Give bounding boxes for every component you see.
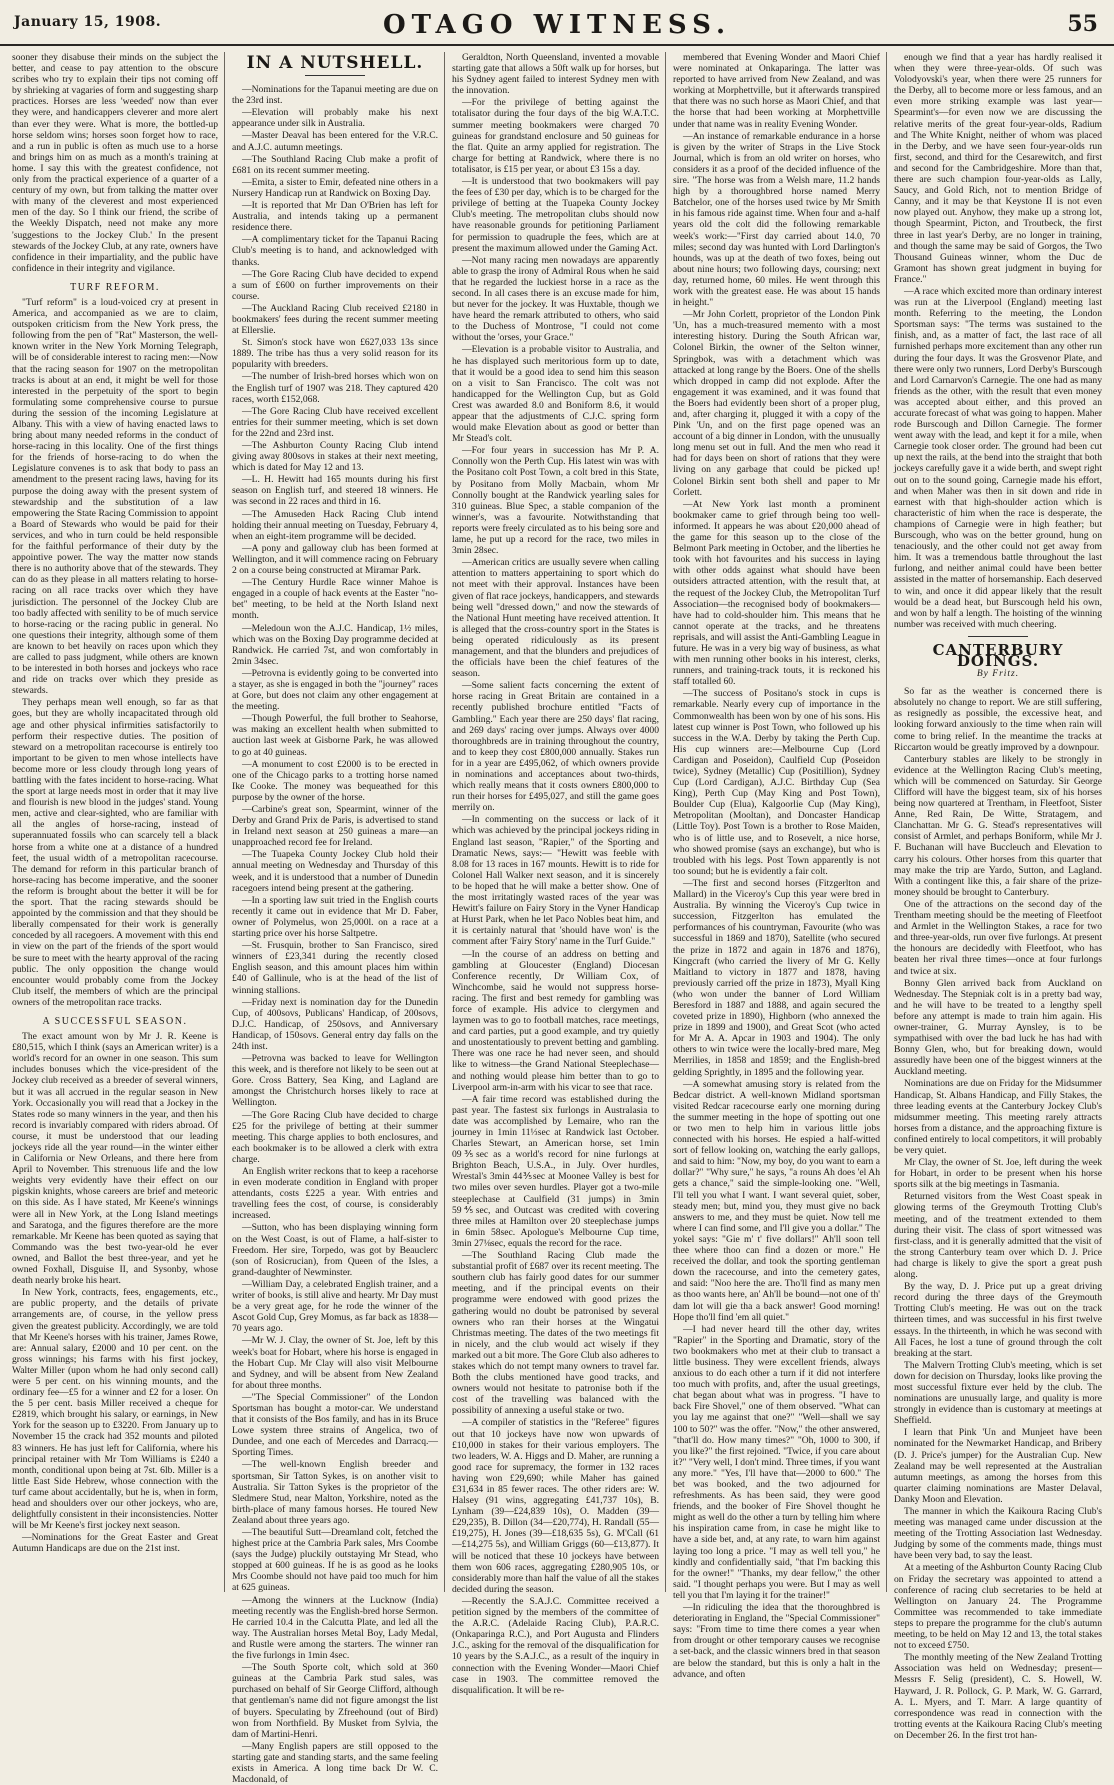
paragraph: So far as the weather is concerned there is absolutely no change to report. We are still suffering, as resignedly as possible, the excessive heat, and looking forward anxiously to the time when rain will come to bring relief. In the meantime the tracks at Riccarton would be greatly improved by a downpour. [894,686,1102,753]
heading-divider [305,75,365,76]
paragraph: —In ridiculing the idea that the thoroughbred is deteriorating in England, the "Special Commissioner" says: "From time to time there comes a year when from drought or other temporary causes we recognise a set-back, and the classic winners bred in that season are below the standard, but this is only a halt in the advance, and often [673,1602,880,1680]
section-heading-turf-reform: TURF REFORM. [70,281,160,293]
paragraph: —Recently the S.A.J.C. Committee received a petition signed by the members of the committee of the A.R.C. (Adelaide Racing Club), P.A.R.C. (Onkaparinga R.C.), and Port Augusta and Flinders J.C., asking for the removal of the disqualification for 10 years by the S.A.J.C., as a result of the inquiry in connection with the Evening Wonder—Maori Chief case in 1903. The committee removed the disqualification. It will be re- [452,1595,659,1696]
paragraph: The manner in which the Kaikoura Racing Club's meeting was managed came under discussion at the meeting of the Trotting Association last Wednesday. Judging by some of the comments made, things must have been very bad, to say the least. [894,1506,1102,1562]
paragraph: Nominations are due on Friday for the Midsummer Handicap, St. Albans Handicap, and Filly Stakes, the three leading events at the Canterbury Jockey Club's midsummer meeting. This meeting rarely attracts horses from a distance, and the approaching fixture is confined entirely to local competitors, it will probably be very quiet. [894,1078,1102,1156]
paragraph: They perhaps mean well enough, so far as that goes, but they are wholly incapacitated through old age and other physical infirmities satisfactorily to perform their respective duties. The position of steward on a metropolitan racecourse is entirely too important to be given to men whose intellects have become more or less cloudy through long years of battling with the fates incident to horse-racing. What the sport at large needs most in order that it may live and flourish is new blood in the judges' stand. Young men, active and clear-sighted, who are familiar with all the angles of horse-racing, instead of superannuated fossils who can scarcely tell a black horse from a white one at a distance of a hundred feet, the usual width of a metropolitan racecourse. The demand for reform in this particular branch of horse-racing has become imperative, and the sooner the reform is brought about the better it will be for the sport. That the racing stewards should be appointed by the commission and that they should be liberally compensated for their work is generally conceded by all racegoers. A movement with this end in view on the part of the friends of the sport would be sure to meet with the hearty approval of the racing public. The only opposition the change would encounter would probably come from the Jockey Club itself, the members of which are the principal owners of the metropolitan race tracks. [12,697,218,1008]
paragraph: —Some salient facts concerning the extent of horse racing in Great Britain are contained in a recently published brochure entitled "Facts of Gambling." Each year there are 250 days' flat racing, and 269 days' racing over jumps. Always over 4000 thoroughbreds are in training throughout the country, and to keep they cost £800,000 annually. Stakes run for in a year are £495,062, of which owners provide in nominations and acceptances about two-thirds, which really means that it costs owners £800,000 to run their horses for £495,027, and still the game goes merrily on. [452,680,659,814]
paragraph: —A race which excited more than ordinary interest was run at the Liverpool (England) meeting last month. Referring to the meeting, the London Sportsman says: "The terms was sustained to the finish, and, as a matter of fact, the last race of all furnished perhaps more excitement than any other run during the four days. It was the Grosvenor Plate, and there were only two runners, Lord Derby's Burscough and Lord Carnarvon's Carnegie. The one had as many friends as the other, with the result that even money was accepted about either, and this proved an accurate forecast of what was going to happen. Maher rode Burscough and Dillon Carnegie. The former went away with the lead, and kept it for a mile, when Carnegie took closer order. The ground had been cut up next the rails, at the bend into the straight that both jockeys carefully gave it a wide berth, and swept right out on to the sound going, Carnegie made his effort, and when Maher was then in sit down and ride in earnest with that high-shoulder action which is characteristic of him when the race is desperate, the champions of Carnegie were in high feather; but Burscough, who was on the better ground, hung on tenaciously, and the other could not get away from him. It was a tremendous battle throughout the last furlong, and neither animal could have been better assisted in the matter of horsemanship. Each deserved to win, and once it did appear likely that the result would be a dead heat, but Burscough held his own, and won by half a length. The hoisting of the winning number was received with much cheering. [894,285,1102,630]
column-5-paragraphs [894,52,1102,630]
paragraph: Canterbury stables are likely to be strongly in evidence at the Wellington Racing Club's meeting, which will be commenced on Saturday. Sir George Clifford will have the biggest team, six of his horses being now quartered at Trentham, in Fleetfoot, Sister Anne, Red Rain, De Witte, Stratagem, and Clanchattan. Mr G. G. Stead's representatives will consist of Armlet, and perhaps Boniform, while Mr J. F. Buchanan will have Buccleuch and Elevation to carry his colours. Other horses from this quarter that may make the trip are Yardo, Sutton, and Lagland. With a contingent like this, a fair share of the prize-money should be brought to Canterbury. [894,753,1102,898]
paragraph: Returned visitors from the West Coast speak in glowing terms of the Greymouth Trotting Club's meeting, and of the treatment extended to them during their visit. The class of sport witnessed was first-class, and it is generally admitted that the visit of the strong Canterbury team over which D. J. Price had charge is likely to give the sport a great push along. [894,1191,1102,1281]
paragraph: —I had never heard till the other day, writes "Rapier" in the Sporting and Dramatic, story of the two bookmakers who met at their club to transact a little business. They were excellent friends, always anxious to do each other a turn if it did not interfere too much with profits, and, after the usual greetings, chat began about what was in progress. "I have to back Fire Shovel," one of them observed. "What can you lay me against that one?" "Well—shall we say 100 to 50?" was the offer. "Now," the other answered, "that'll do. How many times?" "Oh, 1000 to 300, if you like?" the first rejoined. "Twice, if you care about it?" "Very well, I don't mind. Three times, if you want any more." "Yes, I'll have that—2000 to 600." The bet was booked, and the two adjourned for refreshments. As has been said, they were good friends, and the booker of Fire Shovel thought he might as well do the other a turn by telling him where his inspiration came from, in case he might like to have a side bet, and, at any rate, to warn him against laying too long a price. "I may as well tell you," he kindly and confidentially said, "that I'm backing this for the owner!" "Thanks, my dear fellow," the other said. "I thought perhaps you were. But I may as well tell you that I'm laying it for the trainer!" [673,1323,880,1601]
paragraph: —Nominations for the Tapanui meeting are due on the 23rd inst. [232,84,438,107]
paragraph: —William Day, a celebrated English trainer, and a writer of books, is still alive and hearty. Mr Day must be a very great age, for he rode the winner of the Ascot Gold Cup, Grey Momus, as far back as 1838—70 years ago. [232,1278,438,1335]
paragraph: —The Southland Racing Club make a profit of £681 on its recent summer meeting. [232,153,438,176]
column-rule [444,52,445,1592]
masthead [0,0,1114,46]
paragraph: sooner they disabuse their minds on the subject the better, and cease to pay attention to the obscure scribes who try to explain their tips not coming off by shrieking at vagaries of form and suggesting sharp practices. Horses are less 'weeded' now than ever they were, and handicappers cleverer and more alert than ever they were. What is more, the bottled-up horse seldom wins; horses soon forget how to race, and a run in public is often as much use to a horse and brings him on as much as a month's training at home. I say this with the greatest confidence, not only from the practical experience of a quarter of a century of my own, but from talking the matter over with many of the cleverest and most experienced men of the day. So I think our friend, the scribe of the Weekly Dispatch, need not make any more 'suggestions to the Jockey Club.' In the present stewards of the Jockey Club, at any rate, owners have confidence in their impartiality, and the public have confidence in their integrity and vigilance. [12,52,218,274]
section-heading-canterbury-doings: CANTERBURY DOINGS. [932,640,1064,670]
paragraph: —Elevation is a probable visitor to Australia, and he has displayed such meritorious form up to date, that it would be a good idea to send him this season on a visit to San Francisco. The colt was not handicapped for the Wellington Cup, but as Gold Crest was awarded 8.0 and Boniform 8.6, it would appear that the adjustments of C.J.C. spring form would make Elevation about as good or better than Mr Stead's colt. [452,344,659,445]
column-3-paragraphs [452,52,659,1696]
paragraph: —The Auckland Racing Club received £2180 in bookmakers' fees during the recent summer meeting at Ellerslie. [232,302,438,337]
paragraph: —A somewhat amusing story is related from the Bedcar district. A well-known Midland sportsman visited Redcar racecourse early one morning during the summer meeting in the hope of spotting out one or two men to help him in various little jobs connected with his horses. He espied a half-witted sort of fellow looking on, watching the early gallops, and said to him: "Now, my boy, do you want to earn a dollar?" "Why sure," he says, "a rouns Ah does 'el Ah gets a chance," said the simple-looking one. "Well, I'll tell you what I want. I want several quiet, sober, steady men; but, mind you, they must give no back answers to me, and they must be quiet. Now tell me where I can find some, and I'll give you a dollar." The yokel says: "Gie m' t' five dollars!" Ah'll soon tell thee where thoo can find a dozen or more." He received the dollar, and took the sporting gentleman down the racecourse, and into the cemetery gates, and said: "Noo here the are. Tho'll find as many men as thoo wants here, an' Ah'll be bound—not one of th' dam lot will gie tha a back answer! Good morning! Hope tho'll find 'em all quiet." [673,1078,880,1323]
paragraph: —An instance of remarkable endurance in a horse is given by the writer of Straps in the Live Stock Journal, which is from an old writer on horses, who considers it as a proof of the decided influence of the sire. "The horse was from a Welsh mare, 11.2 hands high by a thoroughbred horse named Merry Batchelor, one of the horses used twice by Mr Smith in his famous ride against time. When four and a-half years old the colt did the following remarkable week's work:—"First day carried about 14.0, 70 miles; second day was hunted with Lord Darlington's hounds, was up at the death of two foxes, being out about nine hours; two following days, coursing; next day, returned home, 60 miles. He went through this work with the greatest ease. He was about 15 hands in height." [673,130,880,309]
paragraph: —The Gore Racing Club have received excellent entries for their summer meeting, which is set down for the 22nd and 23rd inst. [232,405,438,439]
paragraph: —The Century Hurdle Race winner Mahoe is engaged in a couple of hack events at the Easter "no-bet" meeting, to be held at the North Island next month. [232,577,438,622]
paragraph: Mr Clay, the owner of St. Joe, left during the week for Hobart, in order to be present when his horse sports silk at the big meetings in Tasmania. [894,1157,1102,1191]
paragraph: —The Amuseden Hack Racing Club intend holding their annual meeting on Tuesday, February 4, when an eight-item programme will be decided. [232,508,438,542]
byline: By Fritz. [976,669,1020,680]
col1-intro [12,52,218,274]
paragraph: —The Gore Racing Club have decided to charge £25 for the privilege of betting at their summer meeting. This charge applies to both enclosures, and each bookmaker is to be allowed a clerk with extra charge. [232,1109,438,1165]
paragraph: —A monument to cost £2000 is to be erected in one of the Chicago parks to a trotting horse named Ike Cooke. The money was bequeathed for this purpose by the owner of the horse. [232,758,438,803]
paragraph: —"The Special Commissioner" of the London Sportsman has bought a motor-car. We understand that it consists of the Bos family, and has in its Bruce Lowe system three strains of Angelica, two of Dundee, and one each of Mercedes and Darracq.—Sporting Times. [232,1391,438,1459]
paragraph: —L. H. Hewitt had 165 mounts during his first season on English turf, and steered 18 winners. He was second in 22 races and third in 16. [232,474,438,508]
paragraph: —The well-known English breeder and sportsman, Sir Tatton Sykes, is on another visit to Australia. Sir Tatton Sykes is the proprietor of the Sledmere Stud, near Malton, Yorkshire, noted as the birth-place of many famous horses. He toured New Zealand about three years ago. [232,1459,438,1526]
paragraph: —Elevation will probably make his next appearance under silk in Australia. [232,107,438,130]
section-divider [968,636,1028,637]
paragraph: —Meledoun won the A.J.C. Handicap, 1½ miles, which was on the Boxing Day programme decided at Randwick. He carried 7st, and won comfortably in 2min 34sec. [232,622,438,667]
column-4 [673,52,880,1680]
paragraph: —It is reported that Mr Dan O'Brien has left for Australia, and intends taking up a permanent residence there. [232,200,438,234]
paragraph: Geraldton, North Queensland, invented a movable starting gate that allows a 50ft walk up for horses, but his Sydney agent failed to interest Sydney men with the innovation. [452,52,659,97]
paragraph: I learn that Pink 'Un and Munjeet have been nominated for the Newmarket Handicap, and Bribery (D. J. Price's jumper) for the Australian Cup. New Zealand may be well represented at the Australian autumn meetings, as among the horses from this quarter claiming nominations are Master Delaval, Danky Moon and Elevation. [894,1427,1102,1505]
paragraph: —It is understood that two bookmakers will pay the fees of £30 per day, which is to be charged for the privilege of betting at the Tuapeka County Jockey Club's meeting. The metropolitan clubs should now have reasonable grounds for petitioning Parliament for permission to quadruple the fees, which are at present the maximum allowed under the Gaming Act. [452,176,659,254]
paragraph: —Though Powerful, the full brother to Seahorse, was making an excellent health when submitted to auction last week at Gisborne Park, he was allowed to go at 40 guineas. [232,713,438,758]
paragraph: —Carbine's great son, Spearmint, winner of the Derby and Grand Prix de Paris, is advertised to stand in Ireland next season at 250 guineas a mare—an unapproached record fee for Ireland. [232,804,438,849]
paragraph: —Petrovna was backed to leave for Wellington this week, and is therefore not likely to be seen out at Gore. Cross Battery, Sea King, and Lagland are amongst the Christchurch horses likely to race at Wellington. [232,1053,438,1109]
paragraph: The Malvern Trotting Club's meeting, which is set down for decision on Thursday, looks like proving the most successful fixture ever held by the club. The nominations are unusually large, and quality is more strongly in evidence than is customary at meetings at Sheffield. [894,1359,1102,1427]
paragraph: —At New York last month a prominent bookmaker came to grief through being too well-informed. It appears he was about £20,000 ahead of the game for this season up to the close of the Belmont Park meeting in October, and the liberties he took with hot favourites and his success in laying with other odds against what should have been outsiders attracted attention, with the result that, at the request of the Jockey Club, the Metropolitan Turf Association—the recognised body of bookmakers—have had to cold-shoulder him. This means that he cannot operate at the tracks, and he threatens reprisals, and will assist the Anti-Gambling League in future. He was in a very big way of business, as what with men running other books in his interest, clerks, runners, and training-track touts, it is reckoned his staff totalled 60. [673,498,880,688]
nutshell-items [232,84,438,1785]
paragraph: —Friday next is nomination day for the Dunedin Cup, of 400sovs, Publicans' Handicap, of 200sovs, D.J.C. Handicap, of 250sovs, and Anniversary Handicap, of 150sovs. General entry day falls on the 24th inst. [232,996,438,1052]
paragraph: —Mr John Corlett, proprietor of the London Pink 'Un, has a much-treasured memento with a most interesting history. During the South African war, Colonel Birkin, the owner of the Selton winner, Springbok, was with a detachment which was attacked at long range by the Boers. One of the shells which dropped in camp did not explode. After the engagement it was examined, and it was found that the Boers had evidently been short of a proper plug, and, after charging it, plugged it with a copy of the Pink 'Un, and on the first page opened was an account of a big dinner in London, with the unusually long menu set out in full. And the men who read it had for days been on short of rations that they were living on any garbage that could be picked up! Colonel Birkin sent both shell and paper to Mr Corlett. [673,309,880,498]
paragraph: Bonny Glen arrived back from Auckland on Wednesday. The Stepniak colt is in a pretty bad way, and he will have to be treated to a lengthy spell before any attempt is made to train him again. His owner-trainer, G. Murray Aynsley, is to be sympathised with over the bad luck he has had with Bonny Glen, who, but for breaking down, would assuredly have been one of the biggest winners at the Auckland meeting. [894,977,1102,1078]
paragraph: —The number of Irish-bred horses which won on the English turf of 1907 was 218. They captured 420 races, worth £152,068. [232,371,438,405]
paragraph: —The beautiful Sutt—Dreamland colt, fetched the highest price at the Cambria Park sales, Mrs Coombe (says the Judge) pluckily outstaying Mr Stead, who stopped at 600 guineas. If he is as good as he looks Mrs Coombe should not have paid too much for him at 625 guineas. [232,1527,438,1594]
paragraph: —The success of Positano's stock in cups is remarkable. Nearly every cup of importance in the Commonwealth has been won by one of his sons. His latest cup winner is Post Town, who followed up his success in the W.A. Derby by taking the Perth Cup. His cup winners are:—Melbourne Cup (Lord Cardigan and Poseidon), Caulfield Cup (Poseidon twice), Sydney (Metallic) Cup (Positillion), Sydney Cup (Lord Cardigan), A.J.C. Birthday Cup (Sea King), Perth Cup (May King and Post Town), Boulder Cup (Elua), Kalgoorlie Cup (May King), Metropolitan (Mooltan), and Doncaster Handicap (Little Toy). Post Town is a brother to Rose Maiden, who is of little use, and to Rosevelt, a nice horse, who showed promise (says an exchange), but who is troubled with his legs. Post Town apparently is not too sound; but he is evidently a fair colt. [673,688,880,877]
paragraph: —Petrovna is evidently going to be converted into a stayer, as she is engaged in both the "journey" races at Gore, but does not claim any other engagement at the meeting. [232,667,438,713]
paragraph: —A fair time record was established during the past year. The fastest six furlongs in Australasia to date was accomplished by Lemaire, who ran the journey in 1min 11⅓sec at Randwick last October. Charles Stewart, an American horse, set 1min 09⅗sec as a world's record for nine furlongs at Brighton Beach, U.S.A., in July. Over hurdles, Wrestal's 3min 44⅗sec at Moonee Valley is best for two miles over seven hurdles. Player got a two-mile steeplechase at Caulfield (31 jumps) in 3min 59⅘sec, and Outcast was credited with covering three miles at Hamilton over 20 steeplechase jumps in 6min 58sec. Apologue's Melbourne Cup time, 3min 27⅛sec, equals the record for the race. [452,1093,659,1249]
paragraph: —Sutton, who has been displaying winning form on the West Coast, is out of Flame, a half-sister to Freedom. Her sire, Torpedo, was got by Beauclerc (son of Rosicrucian), from Queen of the Isles, a grand-daughter of Newminster. [232,1222,438,1278]
paragraph: In New York, contracts, fees, engagements, etc., are public property, and the details of private arrangements are, of course, in the yellow press given the greatest publicity. Accordingly, we are told that Mr Keene's horses with his trainer, James Rowe, are: Annual salary, £2000 and 10 per cent. on the gross winnings; his farms with his first jockey, Walter Miller (upon whom he had only second call) were 5 per cent. on his winning mounts, and the ordinary fee—£5 for a winner and £2 for a loser. On the 5 per cent. basis Miller received a cheque for £2819, which brought his salary, or earnings, in New York for the season up to £3220. From January up to November 15 the crack had 352 mounts and piloted 83 winners. He has just left for California, where his principal retainer with Mr Tom Williams is £240 a month, conditional upon being at 7st. 6lb. Miller is a little East Side Hebrew, whose connection with the turf came about accidentally, but he is, when in form, head and shoulders over our other jockeys, who are, delightfully consistent in their inconsistencies. Notter will be Mr Keene's first jockey next season. [12,1287,218,1532]
column-2 [232,52,438,1785]
column-4-paragraphs [673,52,880,1680]
paragraph: —The Southland Racing Club made the substantial profit of £687 over its recent meeting. The southern club has fairly good dates for our summer meeting, and if the principal events on their programme were endowed with good prizes the gathering would no doubt be patronised by several owners who ran their horses at the Wingatui Christmas meeting. The dates of the two meetings fit in nicely, and the club would act wisely if they marked out a bit more. The Gore Club also adheres to stakes which do not tempt many owners to travel far. Both the clubs mentioned have good tracks, and owners would not hesitate to patronise both if the cost of the travelling was balanced with the possibility of annexing a useful stake or two. [452,1250,659,1417]
paragraph: —The Gore Racing Club have decided to expend a sum of £600 on further improvements on their course. [232,268,438,302]
paragraph: —A complimentary ticket for the Tapanui Racing Club's meeting is to hand, and acknowledged with thanks. [232,234,438,268]
section-heading-successful-season: A SUCCESSFUL SEASON. [42,1015,188,1027]
paragraph: —The Ashburton County Racing Club intend giving away 800sovs in stakes at their next meeting, which is dated for May 12 and 13. [232,440,438,474]
newspaper-title: OTAGO WITNESS. [382,10,732,40]
paragraph: —For four years in succession has Mr P. A. Connolly won the Perth Cup. His latest win was with the Positano colt Post Town, a colt bred in this State, by Positano from Molly Macbain, whom Mr Connolly bought at the Randwick yearling sales for 310 guineas. Blue Spec, a stable companion of the winner's, was a favourite. Notwithstanding that reports were freely circulated as to his being sore and lame, he put up a record for the race, two miles in 3min 28sec. [452,445,659,557]
paragraph: —Among the winners at the Lucknow (India) meeting recently was the English-bred horse Sermon. He carried 10.4 in the Calcutta Plate, and led all the way. The Australian horses Metal Boy, Lady Medal, and Rustle were among the starters. The winner ran the five furlongs in 1min 4sec. [232,1594,438,1662]
column-3 [452,52,659,1696]
paragraph: —A pony and galloway club has been formed at Wellington, and it will commence racing on February 2 on a course being constructed at Miramar Park. [232,542,438,577]
paragraph: enough we find that a year has hardly realised it when they were three-year-olds. Of such was Volodyovski's year, when there were 25 runners for the Derby, all to become more or less famous, and an even more striking example was last year—Spearmint's—for even now we are discussing the relative merits of the great four-year-olds, Radium and The White Knight, neither of whom was placed in the Derby, and we have seen four-year-olds run first, second, and third for the Cesarewitch, and first and second for the Cambridgeshire. More than that, there are such champion four-year-olds as Lally, Saucy, and Gold Rich, not to mention Bridge of Canny, and it may be that Keystone II is not even now played out. Anyhow, they make up a strong lot, though Spearmint, Picton, and Troutbeck, the first three in last year's Derby, are no longer in training, and though the same may be said of Gorgos, the Two Thousand Guineas winner, whom the Duc de Gramont has shown great judgment in buying for France." [894,52,1102,285]
paragraph: —In the course of an address on betting and gambling at Gloucester (England) Diocesan Conference recently, Dr William Cox, of Winchcombe, said he would not suppress horse-racing. The first and best remedy for gambling was force of example. His advice to clergymen and laymen was to go to football matches, race meetings, and card parties, put a good example, and try quietly and unostentatiously to prevent betting and gambling. There was one race he had never seen, and should like to witness—the Grand National Steeplechase—and nothing would please him better than to go to Liverpool arm-in-arm with his vicar to see that race. [452,948,659,1093]
paragraph: The exact amount won by Mr J. R. Keene is £80,515, which I think (says an American writer) is a world's record for an owner in one season. This sum includes bonuses which the vice-president of the Jockey club received as a breeder of several winners, but it was all accrued in the regular season in New York. Occasionally you will read that a Jockey in the States rode so many winners in the year, and then his record is invariably compared with riders abroad. Of course, it must be understood that our leading jockeys ride all the year round—in the winter either in California or New Orleans, and there here from April to November. This strenuous life and the low weights very evidently have their effect on our pigskin knights, whose careers are brief and meteoric on this side. As I have stated, Mr Keene's winnings were all in New York, at the Long Island meetings and Saratoga, and the figures therefore are the more remarkable. Mr Keene has been quoted as saying that Commando was the best two-year-old he ever owned, and Ballot the best three-year, and yet he owned Foxhall, Disguise II, and Sysonby, whose death nearly broke his heart. [12,1031,218,1287]
paragraph: The monthly meeting of the New Zealand Trotting Association was held on Wednesday; present—Messrs F. Selig (president), C. S. Howell, W. Hayward, J. R. Pollock, G. P. Mark, W. G. Garrard, A. L. Myers, and T. Marr. A large quantity of correspondence was read in connection with the trotting events at the Kaikoura Racing Club's meeting on December 26. In the first trot han- [894,1652,1102,1741]
column-rule [886,52,887,1592]
section-heading-in-a-nutshell: IN A NUTSHELL. [246,53,424,73]
paragraph: One of the attractions on the second day of the Trentham meeting should be the meeting of Fleetfoot and Armlet in the Wellington Stakes, a race for two and three-year-olds, run over five furlongs. At present the honours are decidedly with Fleetfoot, who has beaten her rival three times—once at four furlongs and twice at six. [894,898,1102,977]
paragraph: —In a sporting law suit tried in the English courts recently it came out in evidence that Mr D. Faber, owner of Polymelus, won 25,000l. on a race at a starting price over his horse Saltpetre. [232,894,438,940]
paragraph: —Emita, a sister to Emir, defeated nine others in a Nursery Handicap run at Randwick on Boxing Day. [232,176,438,199]
paragraph: —The Tuapeka County Jockey Club hold their annual meeting on Wednesday and Thursday of this week, and it is understood that a number of Dunedin racegoers intend being present at the gathering. [232,849,438,894]
column-rule [665,52,666,1592]
paragraph: "Turf reform" is a loud-voiced cry at present in America, and accompanied as we are to claim, outspoken criticism from the New York press, the following from the pen of "Rat" Masterson, the well-known writer in the New York Morning Telegraph, will be of considerable interest to racing men:—Now that the racing season for 1907 on the metropolitan tracks is about at an end, it might be well for those interested in the perpetuity of the sport to begin formulating some comprehensive course to pursue during the session of the incoming Legislature at Albany. This with a view of having enacted laws to bring about many needed reforms in the conduct of horse-racing in this locality. One of the first things for the friends of horse-racing to do when the Legislature convenes is to ask that body to pass an amendment to the present racing laws, having for its purpose the doing away with the present system of stewardship and the substitution of a law empowering the State Racing Commission to appoint a Board of Stewards who would be paid for their services, and who in turn could be held responsible for the faithful performance of their duty by the appointive power. The way the matter now stands there is no authority above that of the stewards. They can do as they please in all matters relating to horse-racing on all race tracks over which they have jurisdiction. The personnel of the Jockey Club are too badly affected with senility to be of much service to horse-racing or the racing public in general. No one questions their integrity, although some of them are known to bet heavily on races upon which they are called to pass judgment, while others are known to be interested in both horses and jockeys who race and ride on tracks over which they preside as stewards. [12,296,218,697]
paragraph: —Mr W. J. Clay, the owner of St. Joe, left by this week's boat for Hobart, where his horse is engaged in the Hobart Cup. Mr Clay will also visit Melbourne and Sydney, and will be absent from New Zealand for about three months. [232,1335,438,1391]
paragraph: At a meeting of the Ashburton County Racing Club on Friday the secretary was appointed to attend a conference of racing club secretaries to be held at Wellington on January 24. The Programme Committee was recommended to take immediate steps to prepare the programme for the club's autumn meeting, to be held on May 12 and 13, the total stakes not to exceed £750. [894,1562,1102,1652]
paragraph: —St. Frusquin, brother to San Francisco, sired winners of £23,341 during the recently closed English season, and this amount places him within £40 of Gallinule, who is at the head of the list of winning stallions. [232,940,438,996]
paragraph: —Many English papers are still opposed to the starting gate and standing starts, and the same feeling exists in America. A long time back Dr W. C. Macdonald, of [232,1740,438,1785]
page-number: 55 [1067,11,1098,37]
paragraph: membered that Evening Wonder and Maori Chief were nominated at Onkaparinga. The latter was reported to have arrived from New Zealand, and was working at Morphettville, but it afterwards transpired that there was no such horse as Maori Chief, and that the horse that had been working at Morphettville under that name was in reality Evening Wonder. [673,52,880,130]
canterbury-paragraphs [894,686,1102,1741]
paragraph: —Not many racing men nowadays are apparently able to grasp the irony of Admiral Rous when he said that he regarded the luckiest horse in a race as the second. In all cases there is an excuse made for him, but never for the jockey. It was Huxtable, though we have heard the remark attributed to others, who said to the Duchess of Montrose, "I could not come without the 'orses, your Grace." [452,254,659,344]
issue-date: January 15, 1908. [14,14,162,30]
paragraph: —The first and second horses (Fitzgerlton and Mallard) in the Viceroy's Cup this year were bred in Australia. By winning the Viceroy's Cup twice in succession, Fitzgerlton has emulated the performances of his countryman, Favourite (who was successful in 1869 and 1870), Satellite (who secured the prize in 1872 and again in 1876 and 1876), Kingcraft (who carried the livery of Mr G. Kelly Maitland to victory in 1877 and 1878, having previously carried off the prize in 1873), Myall King (who won under the banner of Lord William Beresford in 1887 and 1888, and again secured the coveted prize in 1890), Highborn (who annexed the prize in 1899 and 1900), and Great Scot (who acted for Mr A. A. Apcar in 1903 and 1904). The only others to win twice were the locally-bred mare, Meg Merrilies, in 1858 and 1859; and the English-bred gelding Sprightly, in 1895 and the following year. [673,877,880,1078]
paragraph: —American critics are usually severe when calling attention to matters appertaining to sport which do not meet with their approval. Instances have been given of flat race jockeys, handicappers, and stewards being well "dressed down," and now the stewards of the National Hunt meeting have received attention. It is alleged that the cross-country sport in the States is being operated ridiculously as its present management, and that the blunders and prejudices of the officials have been the chief features of the season. [452,557,659,680]
paragraph: —For the privilege of betting against the totalisator during the four days of the big W.A.T.C. summer meeting bookmakers were charged 70 guineas for grandstand enclosure and 50 guineas for the flat. Quite an army applied for registration. The charge for betting at Randwick, where there is no totalisator, is £15 per year, or about £3 15s a day. [452,97,659,175]
column-1 [12,52,218,1600]
column-rule [224,52,225,1592]
column-5 [894,52,1102,1741]
paragraph: —A compiler of statistics in the "Referee" figures out that 10 jockeys have now won upwards of £10,000 in stakes for their various employers. The two leaders, W. A. Higgs and D. Maher, are running a good race for supremacy, the former in 132 races having won £29,690; while Maher has gained £31,634 in 85 fewer races. The other riders are: W. Halsey (91 wins, aggregating £41,737 10s), B. Lynham (39—£24,839 10s), O. Madden (39—£29,235), B. Dillon (34—£20,774), H. Randall (55—£19,275), H. Jones (39—£18,635 5s), G. M'Call (61—£14,275 5s), and William Griggs (60—£13,877). It will be noticed that these 10 jockeys have between them won 606 races, aggregating £280,905 10s, or considerably more than half the value of all the stakes decided during the season. [452,1417,659,1595]
paragraph: —Master Deaval has been entered for the V.R.C. and A.J.C. autumn meetings. [232,130,438,153]
paragraph: An English writer reckons that to keep a racehorse in even moderate condition in England with proper attendants, costs £225 a year. With entries and travelling fees the cost, of course, is considerably increased. [232,1166,438,1222]
paragraph: By the way, D. J. Price put up a great driving record during the three days of the Greymouth Trotting Club's meeting. He was out on the track thirteen times, and was successful in his first twelve essays. In the thirteenth, in which he was second with All Faces, he lost a tune of ground through the colt breaking at the start. [894,1281,1102,1359]
paragraph: St. Simon's stock have won £627,033 13s since 1889. The tribe has thus a very solid reason for its popularity with breeders. [232,337,438,371]
paragraph: —Nominations for the Great Easter and Great Autumn Handicaps are due on the 21st inst. [12,1532,218,1555]
paragraph: —The South Sporte colt, which sold at 360 guineas at the Cambria Park stud sales, was purchased on behalf of Sir George Clifford, although that gentleman's name did not figure amongst the list of buyers. Speculating by Zfreehound (out of Bird) won from Northfield. By Musket from Sylvia, the dam of Martini-Henri. [232,1662,438,1740]
paragraph: —In commenting on the success or lack of it which was achieved by the principal jockeys riding in England last season, "Rapier," of the Sporting and Dramatic News, says:— "Hewitt was feeble with 8.08 for 13 races in 167 mounts. Hewitt is to ride for Colonel Hall Walker next season, and it is sincerely to be hoped that he will make a better show. One of the most irritatingly wasted races of the year was Hewitt's failure on Fairy Story in the Vyner Handicap at Hurst Park, when he let Paco Nobles beat him, and it is certainly natural that 'should have won' is the comment after 'Fairy Story' name in the Turf Guide." [452,814,659,948]
